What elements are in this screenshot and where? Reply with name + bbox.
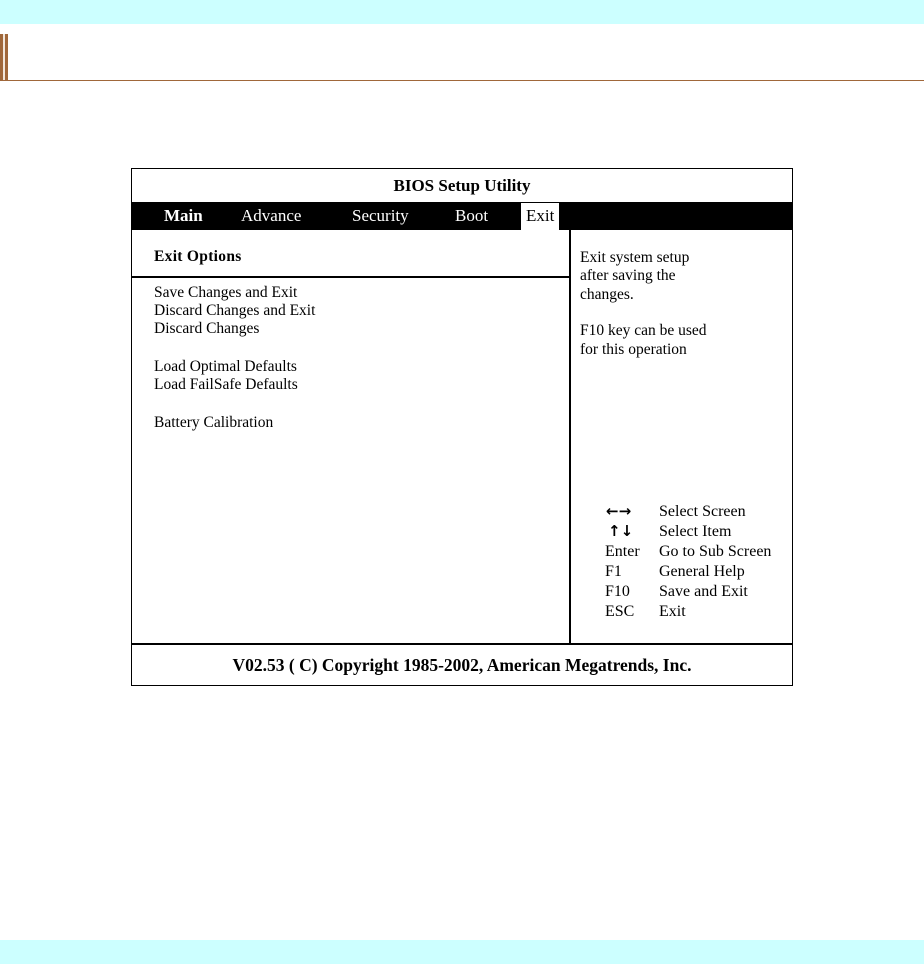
pane-divider [569, 230, 571, 643]
option-load-optimal-defaults[interactable]: Load Optimal Defaults [154, 358, 297, 375]
menu-tab-main[interactable]: Main [164, 206, 203, 225]
option-load-failsafe-defaults[interactable]: Load FailSafe Defaults [154, 376, 298, 393]
key-desc: General Help [659, 563, 745, 580]
help-line: changes. [580, 286, 634, 303]
section-title: Exit Options [154, 248, 242, 265]
options-pane [132, 230, 569, 643]
key-label: F10 [605, 583, 630, 600]
title-rule [0, 80, 924, 81]
menu-tab-security[interactable]: Security [352, 206, 409, 225]
key-desc: Save and Exit [659, 583, 748, 600]
key-desc: Exit [659, 603, 686, 620]
key-label: F1 [605, 563, 622, 580]
bios-title: BIOS Setup Utility [393, 176, 531, 195]
help-line: after saving the [580, 267, 676, 284]
help-line: Exit system setup [580, 249, 690, 266]
menu-tab-boot[interactable]: Boot [455, 206, 489, 225]
option-save-changes-and-exit[interactable]: Save Changes and Exit [154, 284, 298, 301]
key-desc: Select Item [659, 523, 732, 540]
key-label: ESC [605, 603, 635, 620]
help-line: for this operation [580, 341, 687, 358]
copyright-footer: V02.53 ( C) Copyright 1985-2002, American Megatrends, Inc. [232, 655, 692, 675]
help-line: F10 key can be used [580, 322, 707, 339]
key-desc: Go to Sub Screen [659, 543, 772, 560]
top-band [0, 0, 924, 24]
option-discard-changes[interactable]: Discard Changes [154, 320, 260, 337]
section-divider [132, 276, 569, 278]
menu-bar [132, 202, 792, 230]
up-down-arrows-icon: ↑↓ [608, 522, 634, 540]
title-marker [0, 34, 8, 80]
key-desc: Select Screen [659, 503, 746, 520]
bios-screen [131, 168, 793, 686]
menu-tab-exit[interactable]: Exit [521, 203, 559, 230]
menu-tab-advance[interactable]: Advance [241, 206, 302, 225]
bottom-band [0, 940, 924, 964]
option-battery-calibration[interactable]: Battery Calibration [154, 414, 274, 431]
option-discard-changes-and-exit[interactable]: Discard Changes and Exit [154, 302, 316, 319]
left-right-arrows-icon: ←→ [606, 502, 632, 520]
key-label: Enter [605, 543, 640, 560]
